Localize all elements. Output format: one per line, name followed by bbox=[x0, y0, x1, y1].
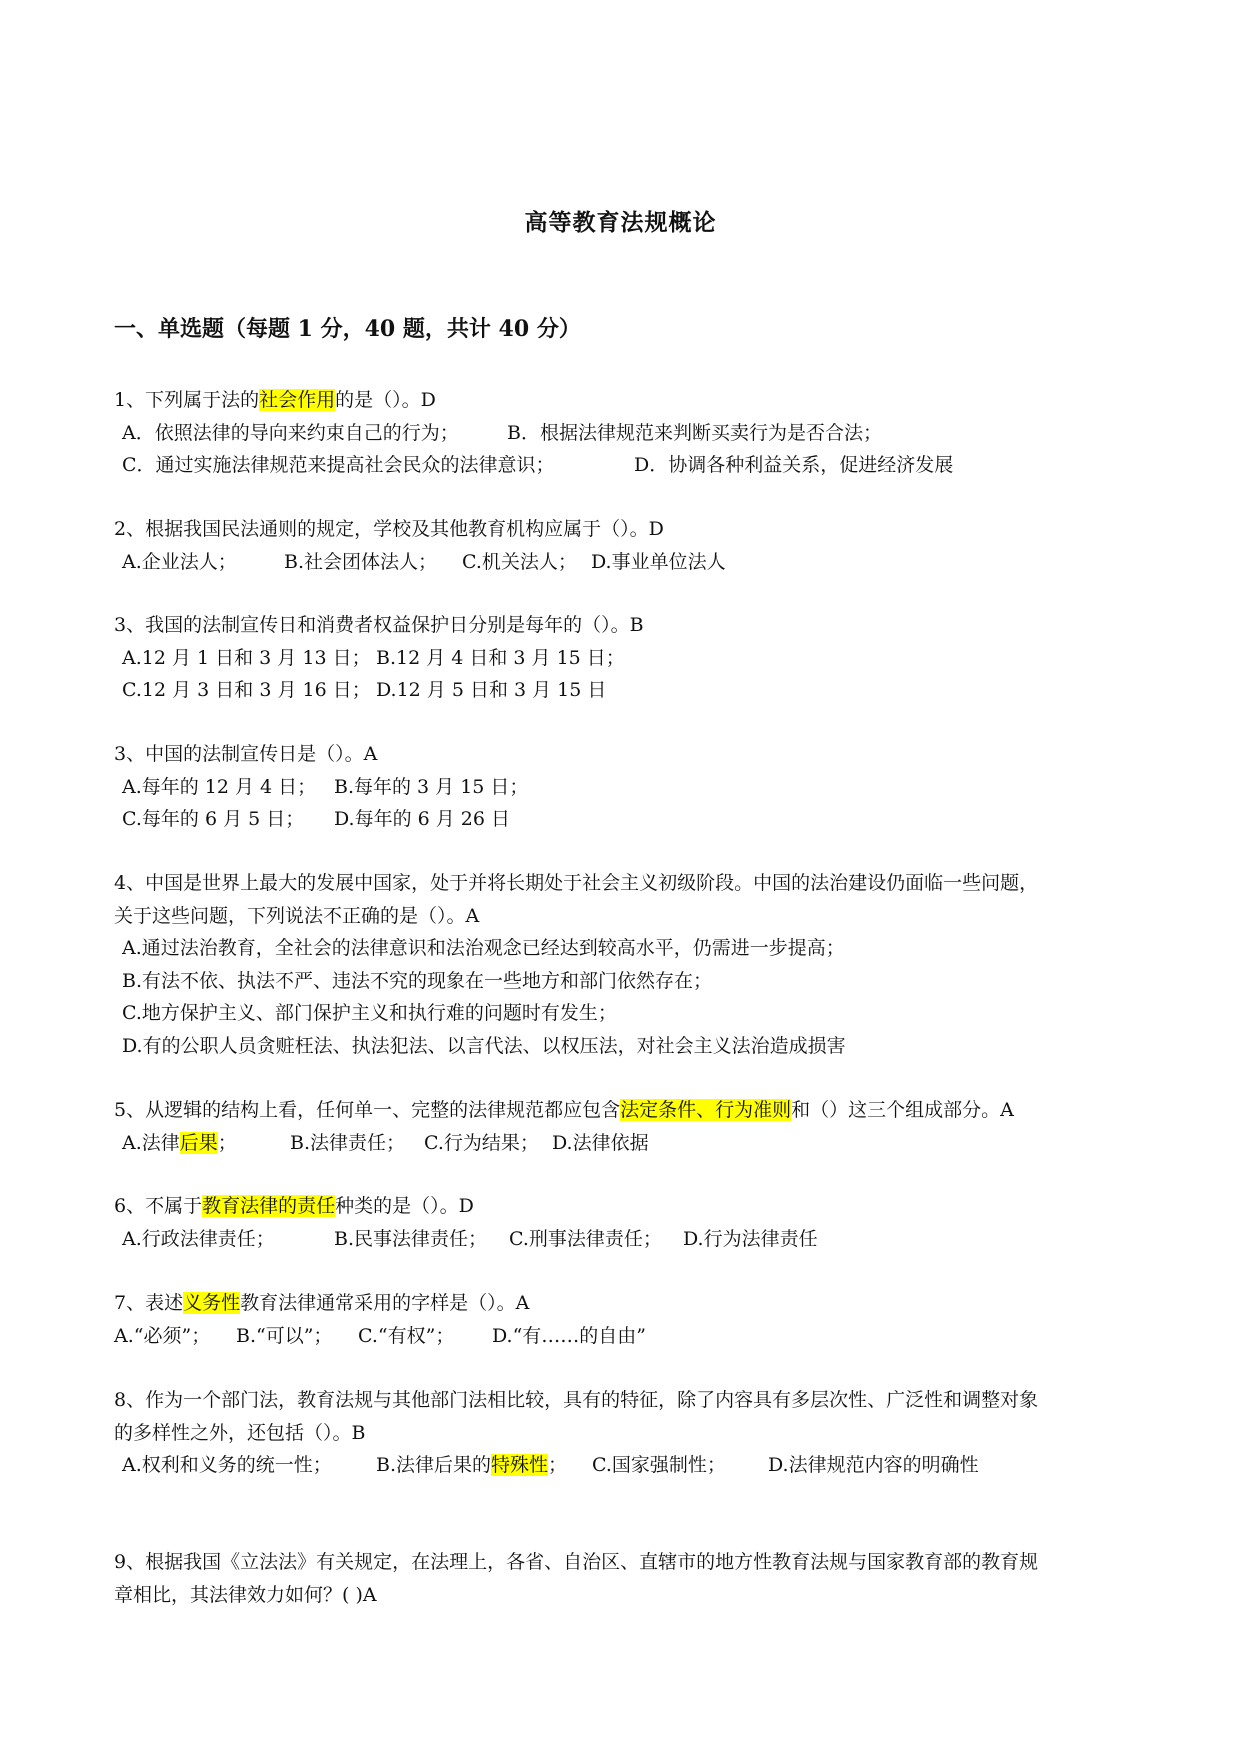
option-a: A．依照法律的导向来约束自己的行为； bbox=[122, 421, 459, 444]
question-2 bbox=[114, 513, 726, 578]
option-d: D.“有……的自由” bbox=[492, 1324, 647, 1347]
question-stem: 2、根据我国民法通则的规定，学校及其他教育机构应属于（）。D bbox=[114, 518, 664, 540]
question-stem: 4、中国是世界上最大的发展中国家，处于并将长期处于社会主义初级阶段。中国的法治建设仍面临一些问题， bbox=[114, 872, 1039, 894]
option-a: A.通过法治教育，全社会的法律意识和法治观念已经达到较高水平，仍需进一步提高； bbox=[122, 937, 845, 959]
option-b: B.“可以”； bbox=[236, 1324, 333, 1347]
option-c: C.12 月 3 日和 3 月 16 日； bbox=[122, 679, 371, 701]
question-stem: 8、作为一个部门法，教育法规与其他部门法相比较，具有的特征，除了内容具有多层次性、广泛性和调整对象 bbox=[114, 1389, 1039, 1411]
option-row bbox=[114, 1127, 1014, 1160]
question-stem-continued: 的多样性之外，还包括（）。B bbox=[114, 1421, 366, 1444]
highlighted-text: 教育法律的责任 bbox=[202, 1195, 336, 1217]
question-stem: 3、中国的法制宣传日是（）。A bbox=[114, 743, 378, 765]
option-c: C.“有权”； bbox=[358, 1324, 455, 1347]
question-3 bbox=[114, 609, 644, 707]
option-a: A.行政法律责任； bbox=[122, 1227, 275, 1250]
question-stem: 5、从逻辑的结构上看，任何单一、完整的法律规范都应包含法定条件、行为准则和（）这三个组成部分。A bbox=[114, 1099, 1014, 1121]
highlighted-text: 后果 bbox=[179, 1131, 218, 1154]
option-b: B.社会团体法人； bbox=[284, 550, 438, 573]
option-row bbox=[114, 1223, 818, 1256]
question-9 bbox=[114, 1546, 1038, 1611]
option-d: D.12 月 5 日和 3 月 15 日 bbox=[376, 679, 607, 701]
option-a: A.12 月 1 日和 3 月 13 日； bbox=[122, 646, 371, 669]
question-4 bbox=[114, 867, 1038, 1062]
option-a: A.权利和义务的统一性； bbox=[122, 1454, 332, 1476]
option-c: C.机关法人； bbox=[462, 550, 577, 573]
option-b: B.12 月 4 日和 3 月 15 日； bbox=[376, 646, 625, 669]
question-stem: 9、根据我国《立法法》有关规定，在法理上，各省、自治区、直辖市的地方性教育法规与国家教育部的教育规 bbox=[114, 1551, 1039, 1573]
option-c: C.刑事法律责任； bbox=[509, 1227, 662, 1250]
option-a: A.每年的 12 月 4 日； bbox=[122, 775, 317, 798]
option-row bbox=[114, 803, 528, 836]
option-a: A.“必须”； bbox=[114, 1324, 211, 1347]
question-stem: 3、我国的法制宣传日和消费者权益保护日分别是每年的（）。B bbox=[114, 614, 644, 636]
section-heading: 一、单选题（每题 1 分，40 题，共计 40 分） bbox=[114, 316, 581, 342]
option-d: D.有的公职人员贪赃枉法、执法犯法、以言代法、以权压法，对社会主义法治造成损害 bbox=[122, 1034, 846, 1057]
option-row bbox=[114, 417, 953, 450]
question-3b bbox=[114, 738, 528, 836]
question-stem-continued: 章相比，其法律效力如何？( )A bbox=[114, 1583, 377, 1606]
question-stem: 6、不属于教育法律的责任种类的是（）。D bbox=[114, 1195, 474, 1217]
option-a: A.企业法人； bbox=[122, 550, 237, 573]
option-d: D.事业单位法人 bbox=[591, 550, 726, 573]
option-row bbox=[114, 771, 528, 804]
option-row bbox=[114, 546, 726, 579]
question-8 bbox=[114, 1384, 1038, 1482]
option-d: D.行为法律责任 bbox=[683, 1227, 818, 1250]
question-stem: 1、下列属于法的社会作用的是（）。D bbox=[114, 389, 436, 411]
highlighted-text: 社会作用 bbox=[259, 389, 336, 411]
option-b: B.法律责任； bbox=[290, 1131, 406, 1154]
option-c: C.行为结果； bbox=[424, 1131, 539, 1154]
option-a: A.法律后果； bbox=[122, 1131, 237, 1154]
option-d: D.法律规范内容的明确性 bbox=[768, 1454, 979, 1476]
question-stem: 7、表述义务性教育法律通常采用的字样是（）。A bbox=[114, 1292, 530, 1314]
option-d: D.法律依据 bbox=[552, 1131, 649, 1154]
question-6 bbox=[114, 1190, 818, 1255]
highlighted-text: 法定条件、行为准则 bbox=[620, 1099, 792, 1121]
option-row bbox=[114, 1449, 1038, 1482]
question-stem-continued: 关于这些问题，下列说法不正确的是（）。A bbox=[114, 904, 480, 927]
option-b: B.民事法律责任； bbox=[334, 1227, 488, 1250]
option-b: B.有法不依、执法不严、违法不究的现象在一些地方和部门依然存在； bbox=[122, 969, 713, 992]
option-c: C．通过实施法律规范来提高社会民众的法律意识； bbox=[122, 454, 555, 476]
option-c: C.地方保护主义、部门保护主义和执行难的问题时有发生； bbox=[122, 1002, 617, 1024]
option-c: C.国家强制性； bbox=[592, 1454, 726, 1476]
document-title: 高等教育法规概论 bbox=[524, 209, 717, 236]
option-d: D.每年的 6 月 26 日 bbox=[334, 808, 511, 830]
option-row bbox=[114, 1320, 646, 1353]
option-c: C.每年的 6 月 5 日； bbox=[122, 808, 305, 830]
option-row bbox=[114, 449, 953, 482]
option-b: B．根据法律规范来判断买卖行为是否合法； bbox=[507, 421, 882, 444]
question-7 bbox=[114, 1287, 646, 1352]
option-d: D．协调各种利益关系，促进经济发展 bbox=[634, 454, 954, 476]
highlighted-text: 义务性 bbox=[183, 1292, 241, 1314]
question-5 bbox=[114, 1094, 1014, 1159]
question-1 bbox=[114, 384, 953, 482]
option-row bbox=[114, 674, 644, 707]
option-row bbox=[114, 642, 644, 675]
highlighted-text: 特殊性 bbox=[491, 1454, 549, 1476]
option-b: B.法律后果的特殊性； bbox=[376, 1454, 568, 1476]
option-b: B.每年的 3 月 15 日； bbox=[334, 775, 529, 798]
